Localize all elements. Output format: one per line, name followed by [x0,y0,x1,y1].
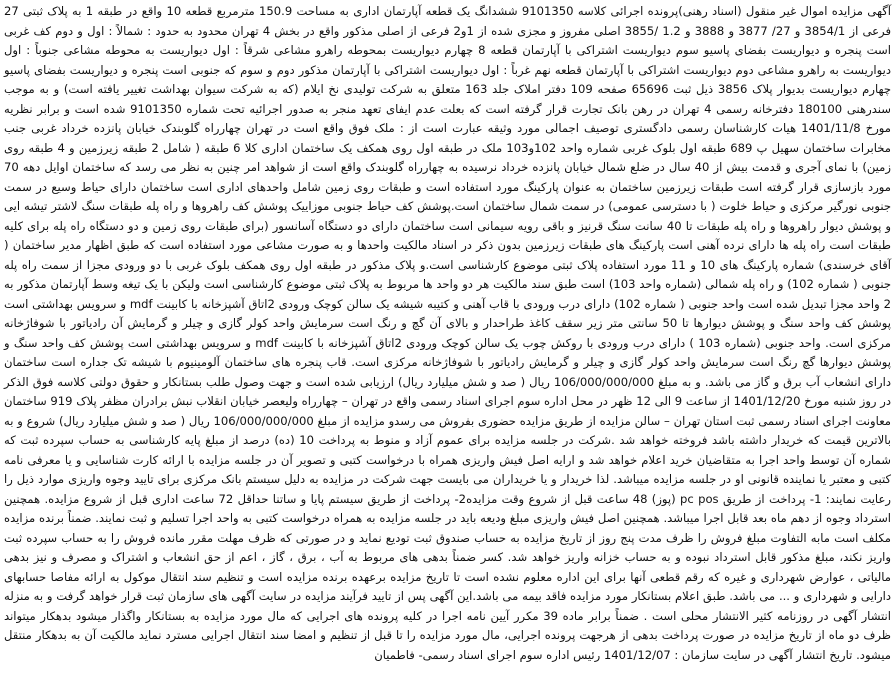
auction-notice-text: آگهی مزایده اموال غیر منقول (اسناد رهنی)پرونده اجرائی کلاسه 9101350 ششدانگ یک قطعه آپارتمان اداری به مساحت 150.9 مترمربع قطعه 10 واقع در طبقه 1 به پلاک ثبتی 27 فرعی از 3854/1 و 27/ 3877 و 3888 و 1.2 /3855 اصلی مفروز و مجزی شده از 1و2 فرعی از اصلی مذکور واقع در بخش 4 تهران محدود به حدود : شمالاً : اول و دوم کف غربی است پنجره و دیواریست بفضای پاسیو سوم دیواریست اشتراکی با آپارتمان قطعه 8 چهارم دیواریست بمحوطه راهرو مشاعی شرقاً : اول دیواریست به محوطه مشاعی جنوباً : اول دیواریست به راهرو مشاعی دوم دیواریست اشتراکی با آپارتمان قطعه نهم غرباً : اول دیواریست اشتراکی با آپارتمان مذکور دوم و سوم که جنوبی است پنجره و دیواریست بفضای پاسیو چهارم دیواریست بدیوار پلاک 3856 ذیل ثبت 65696 صفحه 109 دفتر املاک جلد 163 متعلق به شرکت تولیدی نخ ایلام (که به شرکت سیوان بهداشت تغییر یافته است) و به موجب سندرهنی 180100 دفترخانه رسمی 4 تهران در رهن بانک تجارت قرار گرفته است که بعلت عدم ایفای تعهد منجر به صدور اجرائیه تحت شماره 9101350 شده است و برابر نظریه مورخ 1401/11/8 هیات کارشناسان رسمی دادگستری توصیف اجمالی مورد وثیقه عبارت است از : ملک فوق واقع است در تهران چهارراه گلوبندک خیابان پانزده خرداد غربی جنب مخابرات ساختمان سهیل پ 689 طبقه اول بلوک غربی شماره واحد 102و103 ملک در طبقه اول روی همکف یک ساختمان اداری کلا 6 طبقه ( شامل 2 طبقه زیرزمین و 4 طبقه روی زمین) با نمای آجری و قدمت بیش از 40 سال در ضلع شمال خیابان پانزده خرداد نرسیده به چهارراه گلوبندک واقع است از شواهد امر چنین به نظر می رسد که ساختمان اوایل دهه 70 مورد بازسازی قرار گرفته است طبقات زیرزمین ساختمان به عنوان پارکینگ مورد استفاده است و طبقات روی زمین شامل واحدهای اداری است ساختمان دارای حیاط وسیع در سمت جنوبی نورگیر مرکزی و حیاط خلوت ( با دسترسی عمومی) در سمت شمال ساختمان است.پوشش کف حیاط جنوبی موزاییک پوشش کف راهروها و راه پله طبقات سنگ لاشتر تیشه ایی و پوشش دیوار راهروها و راه پله طبقات تا 40 سانت سنگ قرنیز و باقی رویه سیمانی است ساختمان دارای دو دستگاه آسانسور (برای طبقات روی زمین و دو دستگاه راه پله برای کلیه طبقات است راه پله ها دارای نرده آهنی است پارکینگ های طبقات زیرزمین بدون ذکر در اسناد مالکیت واحدها و به صورت مشاعی مورد استفاده است که طبق اظهار مدیر ساختمان ( آقای خرسندی) شماره پارکینگ های 10 و 11 مورد استفاده پلاک ثبتی موضوع کارشناسی است.و پلاک مذکور در طبقه اول روی همکف بلوک غربی با دو ورودی مجزا از سمت راه پله جنوبی ( شماره 102) و راه پله شمالی (شماره واحد 103) است طبق سند مالکیت هر دو واحد ها مربوط به پلاک ثبتی موضوع کارشناسی است ولیکن با یک تیغه وسط آپارتمان مذکور به 2 واحد مجزا تبدیل شده است واحد جنوبی ( شماره 102) دارای درب ورودی با قاب آهنی و کتیبه شیشه یک سالن کوچک ورودی 2اتاق آشپزخانه با کابینت mdf و سرویس بهداشتی است پوشش کف واحد سنگ و پوشش دیوارها تا 50 سانتی متر زیر سقف کاغذ طراحدار و بالای آن گچ و رنگ است سرمایش واحد کولر گازی و چیلر و گرمایش آن رادیاتور با شوفاژخانه مرکزی است. واحد جنوبی (شماره 103 ) دارای درب ورودی با روکش چوب یک سالن کوچک ورودی 2اتاق آشپزخانه با کابینت mdf و سرویس بهداشتی است پوشش کف واحد سنگ و پوشش دیوارها گچ رنگ است سرمایش واحد کولر گازی و چیلر و گرمایش رادیاتور با شوفاژخانه مرکزی است. قاب پنجره های ساختمان آلومینیوم با شیشه تک جداره است ساختمان دارای انشعاب آب برق و گاز می باشد. و به مبلغ 106/000/000/000 ریال ( صد و شش میلیارد ریال) ارزیابی شده است و جهت وصول طلب بستانکار و حقوق دولتی کلاسه فوق الذکر در روز شنبه مورخ 1401/12/20 از ساعت 9 الی 12 ظهر در محل اداره سوم اجرای اسناد رسمی واقع در تهران – چهارراه ولیعصر خیابان انقلاب نبش برادران مظفر پلاک 919 ساختمان معاونت اجرای اسناد رسمی ثبت استان تهران – سالن مزایده از طریق مزایده حضوری بفروش می رسدو مزایده از مبلغ 106/000/000/000 ریال ( صد و شش میلیارد ریال) شروع و به بالاترین قیمت که خریدار داشته باشد فروخته خواهد شد .شرکت در جلسه مزایده برای عموم آزاد و منوط به پرداخت 10 (ده) درصد از مبلغ پایه کارشناسی به حساب سپرده ثبت که شماره آن توسط واحد اجرا به متقاضیان خرید اعلام خواهد شد و ارایه اصل فیش واریزی همراه با درخواست کتبی و تصویر آن در جلسه مزایده با ارائه کارت شناسایی و یا معرفی نامه کتبی و معتبر یا نماینده قانونی او در جلسه مزایده میباشد. لذا خریدار و یا خریداران می بایست جهت شرکت در مزایده به دلیل سیستم بانک مرکزی برای تایید وجوه واریزی موارد ذیل را رعایت نمایند: 1- پرداخت از طریق pc pos (پوز) 48 ساعت قبل از شروع وقت مزایده2- پرداخت از طریق سیستم پایا و ساتنا حداقل 72 ساعت اداری قبل از شروع مزایده. همچنین استرداد وجوه از دهم ماه بعد قابل اجرا میباشد. همچنین اصل فیش واریزی مبلغ ودیعه باید در جلسه مزایده به همراه درخواست کتبی به واحد اجرا تسلیم و ثبت نمایند. ضمناً برنده مزایده مکلف است مابه التفاوت مبلغ فروش را ظرف مدت پنج روز از تاریخ مزایده به حساب صندوق ثبت تودیع نماید و در صورتی که ظرف مهلت مقرر مانده فروش را به حساب سپرده ثبت واریز نکند، مبلغ مذکور قابل استرداد نبوده و به حساب خزانه واریز خواهد شد. کسر ضمناً بدهی های مربوط به آب ، برق ، گاز ، اعم از حق انشعاب و اشتراک و مصرف و نیز بدهی مالیاتی ، عوارض شهرداری و غیره که رقم قطعی آنها برای این اداره معلوم نشده است تا تاریخ مزایده برعهده برنده مزایده است و تنظیم سند انتقال موکول به ارائه مفاصا حسابهای دارایی و شهرداری و ... می باشد. طبق اعلام بستانکار مورد مزایده فاقد بیمه می باشد.این آگهی پس از تایید فرآیند مزایده در سایت آگهی های سازمان ثبت قرار خواهد گرفت و به منزله انتشار آگهی در روزنامه کثیر الانتشار محلی است . ضمناً برابر ماده 39 مکرر آیین نامه اجرا در کلیه پرونده های اجرایی که مال مورد مزایده به بستانکار واگذار میشود بدهکار میتواند ظرف دو ماه از تاریخ مزایده در صورت پرداخت بدهی از هرجهت پرونده اجرایی، مال مورد مزایده را تا قبل از تنظیم و امضا سند انتقال اجرایی مسترد نماید مالکیت آن به بدهکار منتقل میشود. تاریخ انتشار آگهی در سایت سازمان : 1401/12/07 رئیس اداره سوم اجرای اسناد رسمی- فاطمیان [4,4,892,662]
